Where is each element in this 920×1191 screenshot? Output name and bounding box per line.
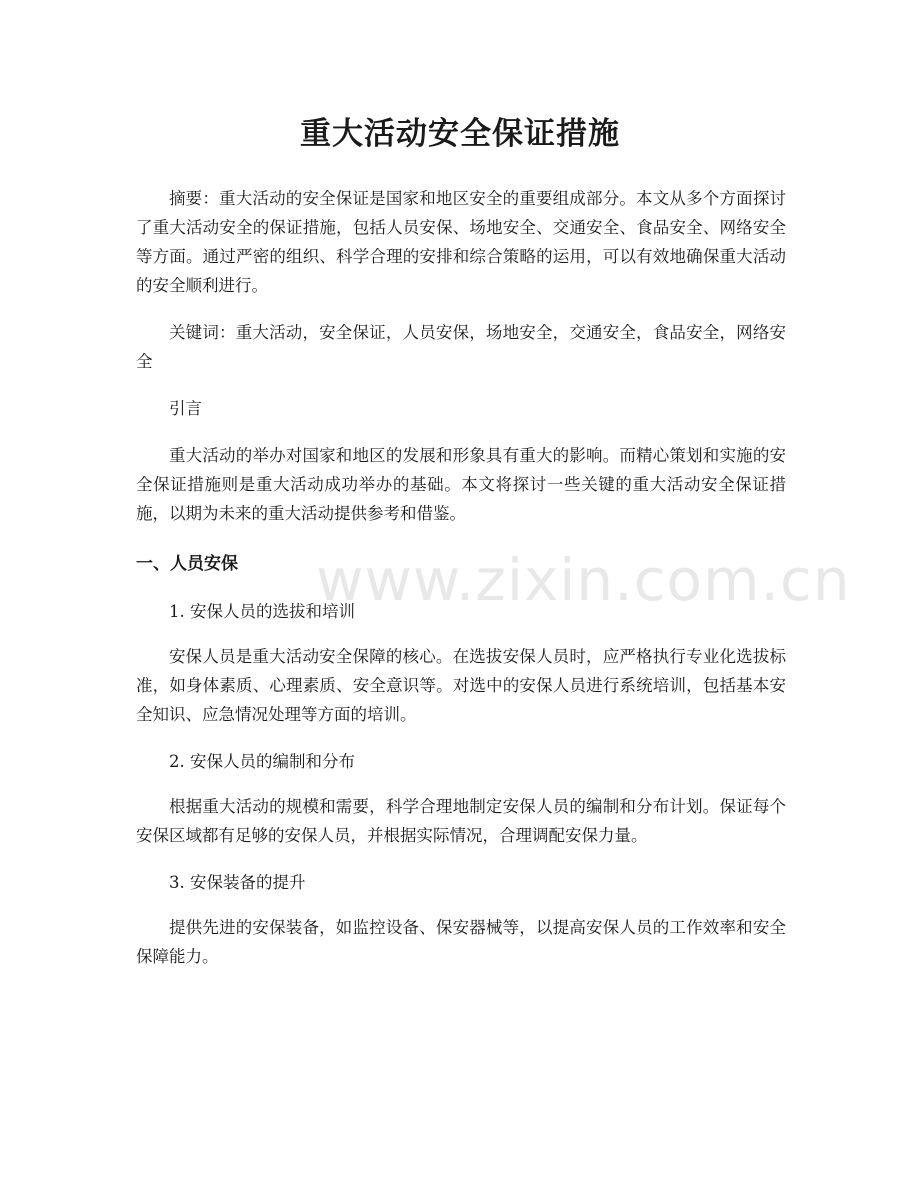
abstract-paragraph: 摘要：重大活动的安全保证是国家和地区安全的重要组成部分。本文从多个方面探讨了重大活动安全的保证措施，包括人员安保、场地安全、交通安全、食品安全、网络安全等方面。通过严密的组织、科学合理的安排和综合策略的运用，可以有效地确保重大活动的安全顺利进行。 bbox=[136, 189, 786, 295]
subsection-paragraph-staffing-distribution: 根据重大活动的规模和需要，科学合理地制定安保人员的编制和分布计划。保证每个安保区域都有足够的安保人员，并根据实际情况，合理调配安保力量。 bbox=[136, 797, 786, 845]
subsection-heading-equipment-upgrade: 3. 安保装备的提升 bbox=[169, 873, 306, 892]
watermark: www.zixin.com.cn bbox=[316, 546, 851, 614]
document-body bbox=[136, 184, 786, 989]
section-heading-personnel-security: 一、人员安保 bbox=[136, 554, 238, 574]
subsection-heading-staffing-distribution: 2. 安保人员的编制和分布 bbox=[169, 752, 355, 771]
subsection-heading-selection-training: 1. 安保人员的选拔和培训 bbox=[169, 602, 355, 621]
intro-paragraph: 重大活动的举办对国家和地区的发展和形象具有重大的影响。而精心策划和实施的安全保证措施则是重大活动成功举办的基础。本文将探讨一些关键的重大活动安全保证措施，以期为未来的重大活动提供参考和借鉴。 bbox=[136, 446, 786, 523]
keywords-paragraph: 关键词：重大活动，安全保证，人员安保，场地安全，交通安全，食品安全，网络安全 bbox=[136, 323, 786, 371]
subsection-paragraph-equipment-upgrade: 提供先进的安保装备，如监控设备、保安器械等，以提高安保人员的工作效率和安全保障能力。 bbox=[136, 918, 786, 966]
subsection-paragraph-selection-training: 安保人员是重大活动安全保障的核心。在选拔安保人员时，应严格执行专业化选拔标准，如身体素质、心理素质、安全意识等。对选中的安保人员进行系统培训，包括基本安全知识、应急情况处理等方面的培训。 bbox=[136, 647, 786, 724]
document-title: 重大活动安全保证措施 bbox=[300, 116, 620, 152]
intro-heading: 引言 bbox=[169, 399, 202, 418]
